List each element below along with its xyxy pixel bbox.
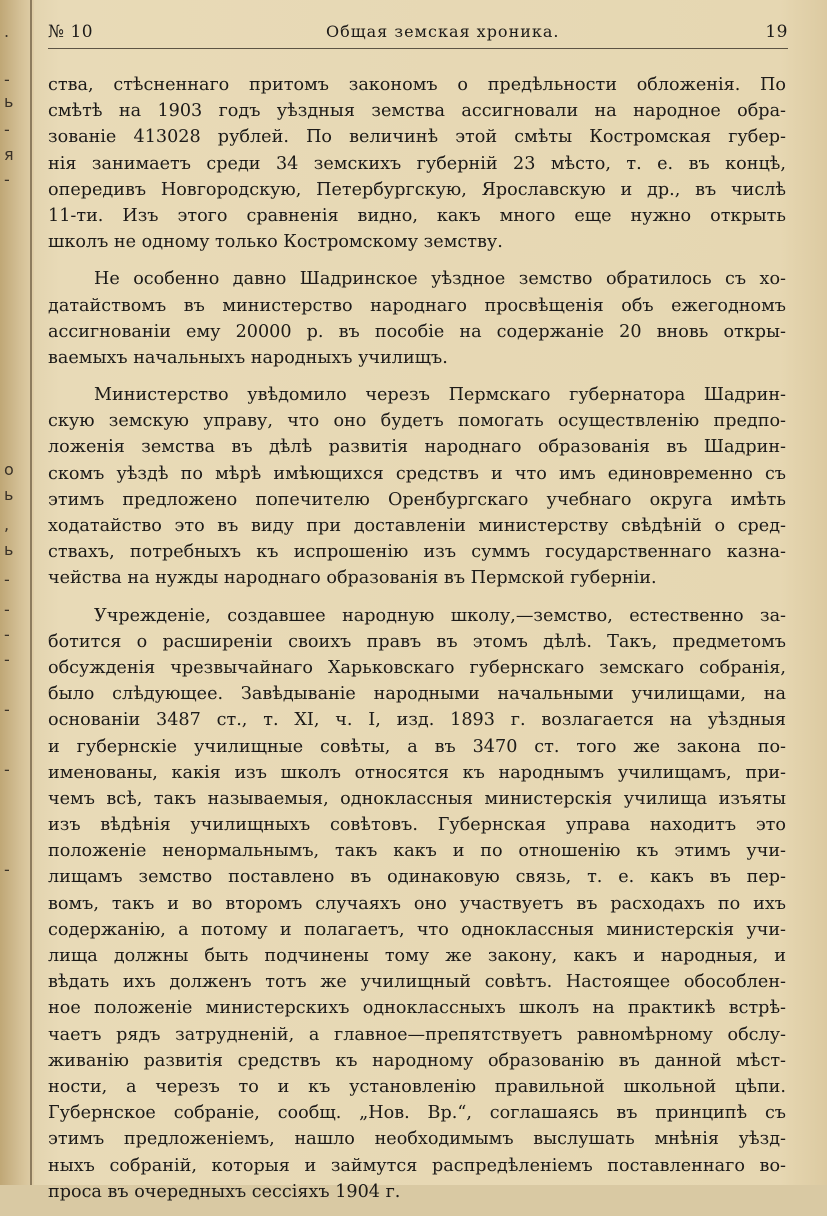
paragraph [48,382,786,592]
text-line: ныхъ собраній, которыя и займутся распредѣленіемъ поставленнаго во- [48,1155,786,1176]
margin-fragment: - [4,170,10,189]
text-line: 11-ти. Изъ этого сравненія видно, какъ много еще нужно открыть [48,205,786,226]
text-line: живанію развитія средствъ къ народному образованію въ данной мѣст- [48,1050,786,1071]
text-line: вѣдать ихъ долженъ тотъ же училищный совѣтъ. Настоящее обособлен- [48,972,786,993]
text-line: этимъ предложено попечителю Оренбургскаго учебнаго округа имѣть [48,489,786,510]
text-line: основаніи 3487 ст., т. XI, ч. I, изд. 1893 г. возлагается на уѣздныя [48,710,786,731]
margin-fragment: - [4,120,10,139]
body-text [48,72,786,1216]
margin-fragment: - [4,760,10,779]
text-line: было слѣдующее. Завѣдываніе народными начальными училищами, на [48,684,786,705]
margin-fragment: - [4,700,10,719]
margin-fragment: я [4,145,14,164]
running-title: Общая земская хроника. [326,22,560,41]
text-line: ваемыхъ начальныхъ народныхъ училищъ. [48,347,448,368]
paragraph [48,266,786,371]
text-line: ложенія земства въ дѣлѣ развитія народнаго образованія въ Шадрин- [48,437,786,458]
paragraph [48,603,786,1205]
margin-fragment: - [4,570,10,589]
text-line: Министерство увѣдомило черезъ Пермскаго губернатора Шадрин- [94,385,786,406]
paragraph [48,72,786,255]
text-line: скую земскую управу, что оно будетъ помогать осуществленію предпо- [48,411,786,432]
margin-fragment: - [4,600,10,619]
margin-fragment: ь [4,485,14,504]
margin-fragment: . [4,22,10,41]
text-line: вомъ, такъ и во второмъ случаяхъ оно участвуетъ въ расходахъ по ихъ [48,893,786,914]
text-line: ствахъ, потребныхъ къ испрошенію изъ суммъ государственнаго казна- [48,542,786,563]
text-line: зованіе 413028 рублей. По величинѣ этой смѣты Костромская губер- [48,127,786,148]
text-line: именованы, какія изъ школъ относятся къ народнымъ училищамъ, при- [48,762,786,783]
text-line: датайствомъ въ министерство народнаго просвѣщенія объ ежегодномъ [48,295,786,316]
margin-fragment: - [4,650,10,669]
margin-fragment: o [4,460,14,479]
text-line: чейства на нужды народнаго образованія въ Пермской губерніи. [48,568,657,589]
left-margin-fragments [0,0,28,1185]
margin-fragment: - [4,70,10,89]
text-line: ходатайство это въ виду при доставленіи министерству свѣдѣній о сред- [48,516,786,536]
text-line: чемъ всѣ, такъ называемыя, одноклассныя министерскія училища изъяты [48,788,786,809]
text-line: положеніе ненормальнымъ, такъ какъ и по отношенію къ этимъ учи- [48,841,786,862]
text-line: опередивъ Новгородскую, Петербургскую, Ярославскую и др., въ числѣ [48,179,786,200]
text-line: Губернское собраніе, сообщ. „Нов. Вр.“, соглашаясь въ принципѣ съ [48,1103,786,1124]
text-line: смѣтѣ на 1903 годъ уѣздныя земства ассигновали на народное обра- [48,101,786,122]
text-line: школъ не одному только Костромскому земству. [48,232,503,253]
text-line: этимъ предложеніемъ, нашло необходимымъ выслушать мнѣнія уѣзд- [48,1129,786,1150]
text-line: и губернскіе училищные совѣты, а въ 3470 ст. того же закона по- [48,736,786,757]
text-line: чаетъ рядъ затрудненій, а главное—препятствуетъ равномѣрному обслу- [48,1024,786,1045]
text-line: лища должны быть подчинены тому же закону, какъ и народныя, и [48,946,786,966]
header-rule [48,48,788,49]
text-line: ботится о расширеніи своихъ правъ въ этомъ дѣлѣ. Такъ, предметомъ [48,631,786,652]
text-line: ассигнованіи ему 20000 р. въ пособіе на содержаніе 20 вновь откры- [48,321,786,342]
text-line: лищамъ земство поставлено въ одинаковую связь, т. е. какъ въ пер- [48,867,786,888]
text-line: содержанію, а потому и полагаетъ, что одноклассныя министерскія учи- [48,919,786,940]
text-line: изъ вѣдѣнія училищныхъ совѣтовъ. Губернская управа находитъ это [48,815,786,836]
margin-fragment: , [4,515,10,534]
margin-fragment: - [4,860,10,879]
running-header [48,22,788,48]
page-number: 19 [765,22,788,42]
margin-fragment: ь [4,540,14,559]
text-line: проса въ очередныхъ сессіяхъ 1904 г. [48,1181,401,1202]
margin-fragment: - [4,625,10,644]
text-line: обсужденія чрезвычайнаго Харьковскаго губернскаго земскаго собранія, [48,657,786,678]
text-line: ства, стѣсненнаго притомъ закономъ о предѣльности обложенія. По [48,75,786,95]
binding-edge [30,0,32,1185]
text-line: нія занимаетъ среди 34 земскихъ губерній 23 мѣсто, т. е. въ концѣ, [48,153,786,174]
margin-fragment: ь [4,92,14,111]
text-line: Не особенно давно Шадринское уѣздное земство обратилось съ хо- [94,269,786,290]
issue-number: № 10 [48,22,94,42]
text-line: скомъ уѣздѣ по мѣрѣ имѣющихся средствъ и что имъ единовременно съ [48,463,786,484]
text-line: ности, а черезъ то и къ установленію правильной школьной цѣпи. [48,1076,786,1097]
text-line: Учрежденіе, создавшее народную школу,—земство, естественно за- [94,605,786,626]
text-line: ное положеніе министерскихъ одноклассныхъ школъ на практикѣ встрѣ- [48,998,786,1019]
